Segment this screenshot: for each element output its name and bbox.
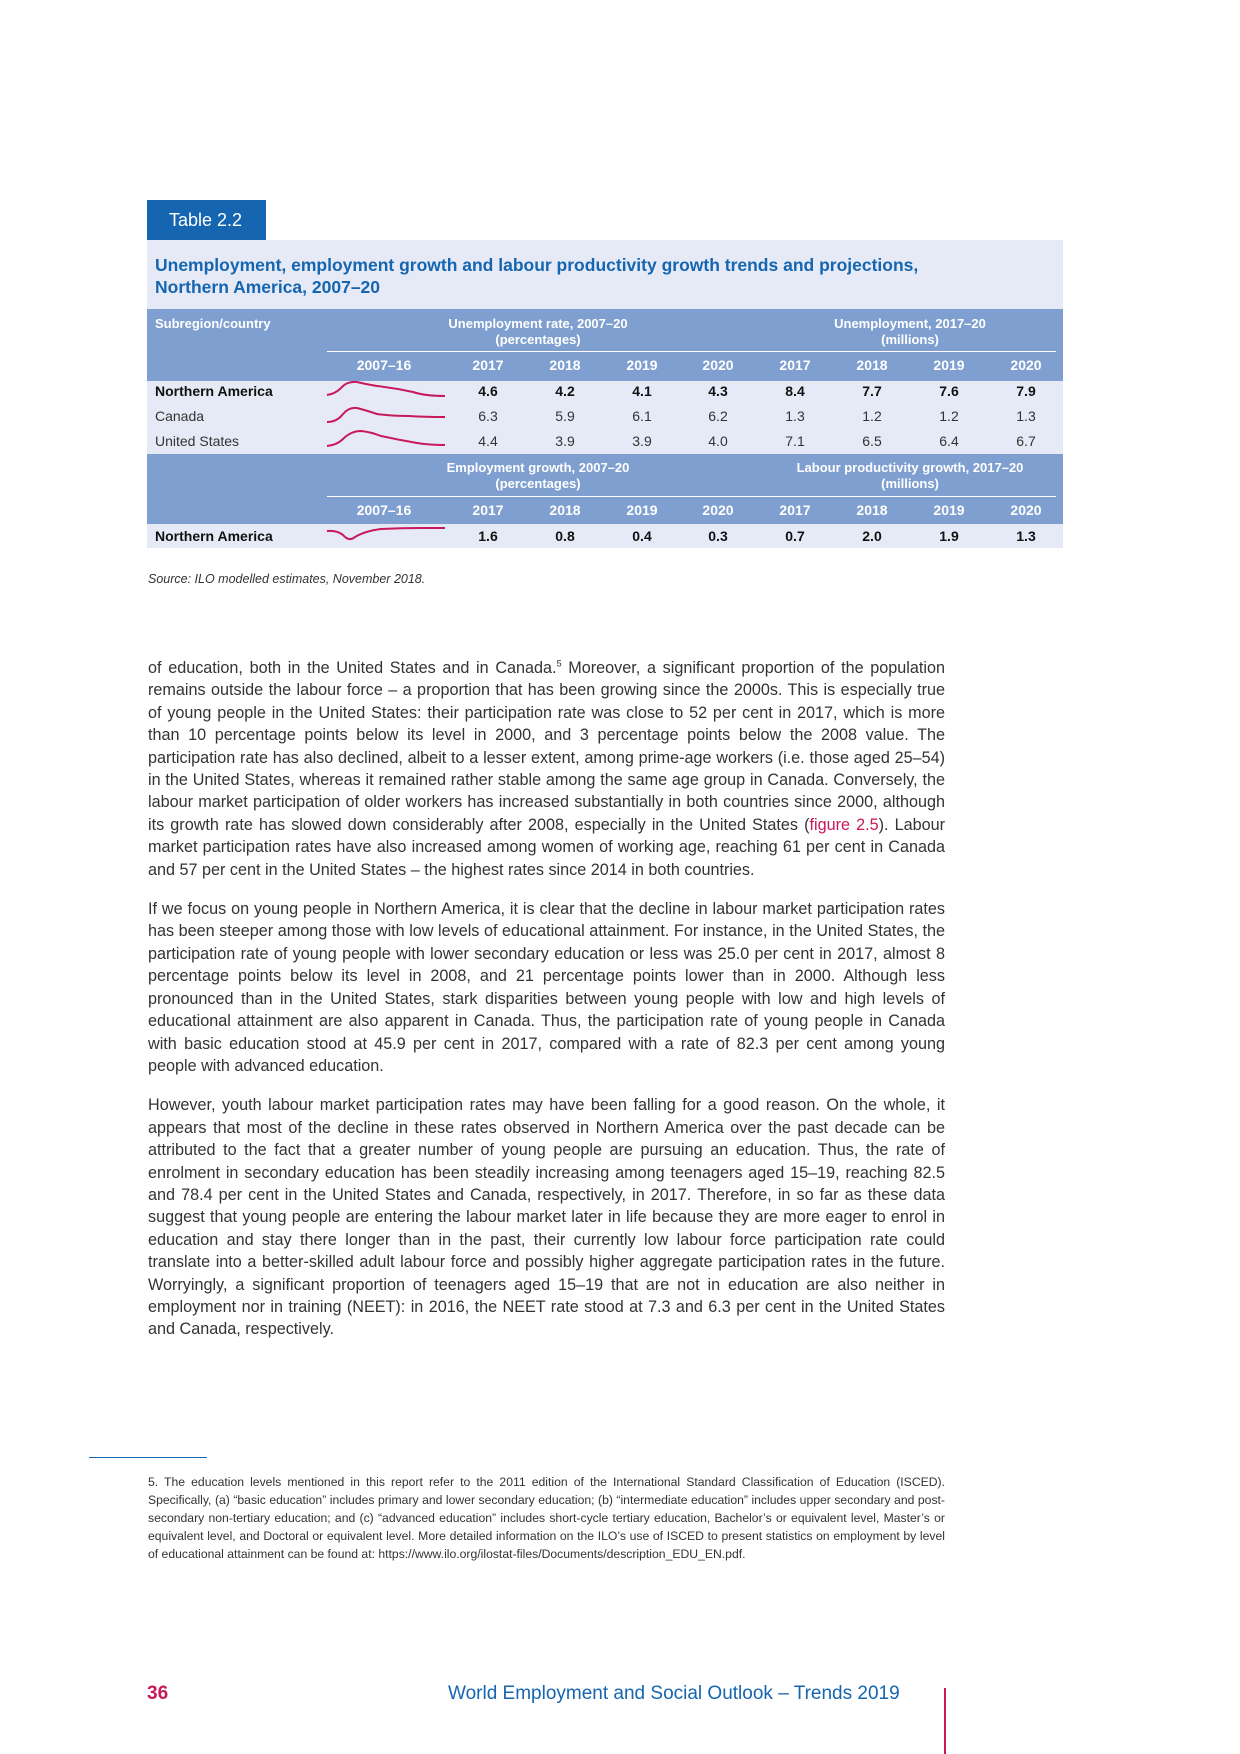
footnote-ref[interactable]: 5 bbox=[556, 658, 562, 669]
sparkline-canada bbox=[325, 404, 447, 426]
figure-link[interactable]: figure 2.5 bbox=[809, 815, 879, 834]
cell: 0.8 bbox=[555, 528, 575, 544]
cell: 4.2 bbox=[555, 383, 575, 399]
group-unemployment-header: Unemployment, 2017–20 (millions) bbox=[834, 316, 986, 347]
table-source: Source: ILO modelled estimates, November 2018. bbox=[148, 572, 426, 586]
cell: 7.9 bbox=[1016, 383, 1036, 399]
year-header: 2017 bbox=[779, 502, 811, 518]
table-title-line2: Northern America, 2007–20 bbox=[155, 277, 381, 297]
cell: 1.3 bbox=[1016, 408, 1036, 424]
year-header: 2020 bbox=[702, 502, 734, 518]
year-header: 2019 bbox=[626, 357, 658, 373]
row-label: Canada bbox=[155, 408, 205, 424]
year-header: 2019 bbox=[933, 502, 965, 518]
sparkline-employment-growth bbox=[325, 524, 447, 546]
year-header: 2018 bbox=[856, 502, 888, 518]
cell: 4.3 bbox=[708, 383, 728, 399]
cell: 7.1 bbox=[785, 433, 805, 449]
cell: 4.1 bbox=[632, 383, 652, 399]
paragraph: However, youth labour market participation rates may have been falling for a good reason. On the whole, it appears that most of the decline in these rates observed in Northern America over the past decade can be attributed to the fact that a greater number of young people are pursuing an education. Thus, the rate of enrolment in secondary education has been steadily increasing among teenagers aged 15–19, reaching 82.5 and 78.4 per cent in the United States and Canada, respectively, in 2017. Therefore, in so far as these data suggest that young people are entering the labour market later in life because they are more eager to enrol in education and stay there longer than in the past, their currently low labour force participation rate could translate into a better-skilled adult labour force and possibly higher aggregate participation rates in the future. Worryingly, a significant proportion of teenagers aged 15–19 that are not in education are also neither in employment nor in training (NEET): in 2016, the NEET rate stood at 7.3 and 6.3 per cent in the United States and Canada, respectively. bbox=[148, 1096, 945, 1339]
header-divider bbox=[327, 496, 1056, 497]
cell: 6.5 bbox=[862, 433, 882, 449]
table-title-line1: Unemployment, employment growth and labour productivity growth trends and projections, bbox=[155, 255, 919, 275]
year-header: 2018 bbox=[549, 357, 581, 373]
year-header: 2017 bbox=[472, 502, 504, 518]
footnote-divider bbox=[89, 1457, 207, 1458]
cell: 6.7 bbox=[1016, 433, 1036, 449]
year-header: 2018 bbox=[549, 502, 581, 518]
cell: 8.4 bbox=[785, 383, 805, 399]
cell: 2.0 bbox=[862, 528, 882, 544]
year-header: 2019 bbox=[933, 357, 965, 373]
footer-title: World Employment and Social Outlook – Trends 2019 bbox=[448, 1683, 900, 1704]
cell: 1.2 bbox=[862, 408, 882, 424]
page-number: 36 bbox=[147, 1683, 169, 1704]
header-divider bbox=[327, 351, 1056, 352]
trend-header: 2007–16 bbox=[356, 357, 412, 373]
row-label: Northern America bbox=[155, 528, 273, 544]
footnote: 5. The education levels mentioned in this report refer to the 2011 edition of the International Standard Classification of Education (ISCED). Specifically, (a) “basic education” includes primary and lower secondary education; (b) “intermediate education” includes upper secondary and post-secondary non-tertiary education; and (c) “advanced education” includes short-cycle tertiary education, Bachelor’s or equivalent level, Master’s or equivalent level, and Doctoral or equivalent level. More detailed information on the ILO’s use of ISCED to present statistics on employment by level of educational attainment can be found at: https://www.ilo.org/ilostat-files/Documents/description_EDU_EN.pdf. bbox=[148, 1475, 945, 1561]
cell: 1.6 bbox=[478, 528, 498, 544]
year-header: 2018 bbox=[856, 357, 888, 373]
group-productivity-header: Labour productivity growth, 2017–20 (millions) bbox=[796, 460, 1024, 491]
cell: 1.3 bbox=[1016, 528, 1036, 544]
cell: 3.9 bbox=[555, 433, 575, 449]
year-header: 2017 bbox=[779, 357, 811, 373]
footer-accent-bar bbox=[944, 1688, 946, 1754]
cell: 1.3 bbox=[785, 408, 805, 424]
sparkline-united-states bbox=[325, 428, 447, 450]
year-header: 2020 bbox=[1010, 357, 1042, 373]
cell: 6.1 bbox=[632, 408, 652, 424]
cell: 7.6 bbox=[939, 383, 959, 399]
cell: 6.2 bbox=[708, 408, 728, 424]
cell: 1.2 bbox=[939, 408, 959, 424]
year-header: 2020 bbox=[702, 357, 734, 373]
body-text bbox=[148, 657, 945, 1358]
sparkline-northern-america bbox=[325, 380, 447, 402]
table-tag: Table 2.2 bbox=[147, 200, 266, 240]
cell: 4.4 bbox=[478, 433, 498, 449]
cell: 0.3 bbox=[708, 528, 728, 544]
group-unemployment-rate-header: Unemployment rate, 2007–20 (percentages) bbox=[448, 316, 628, 347]
cell: 6.3 bbox=[478, 408, 498, 424]
cell: 3.9 bbox=[632, 433, 652, 449]
trend-header: 2007–16 bbox=[356, 502, 412, 518]
cell: 6.4 bbox=[939, 433, 959, 449]
year-header: 2019 bbox=[626, 502, 658, 518]
cell: 1.9 bbox=[939, 528, 959, 544]
row-label: United States bbox=[155, 433, 240, 449]
paragraph: If we focus on young people in Northern America, it is clear that the decline in labour market participation rates has been steeper among those with low levels of educational attainment. For instance, in the United States, the participation rate of young people with lower secondary education or less was 25.0 per cent in 2017, almost 8 percentage points below its level in 2008, and 21 percentage points lower than in 2000. Although less pronounced than in the United States, stark disparities between young people with low and high levels of educational attainment are also apparent in Canada. Thus, the participation rate of young people in Canada with basic education stood at 45.9 per cent in 2017, compared with a rate of 82.3 per cent among young people with advanced education. bbox=[148, 900, 945, 1075]
group-employment-growth-header: Employment growth, 2007–20 (percentages) bbox=[446, 460, 630, 491]
cell: 0.4 bbox=[632, 528, 652, 544]
cell: 5.9 bbox=[555, 408, 575, 424]
table-title bbox=[155, 254, 1035, 298]
col-subregion-header: Subregion/country bbox=[155, 316, 271, 331]
cell: 4.0 bbox=[708, 433, 728, 449]
cell: 7.7 bbox=[862, 383, 882, 399]
year-header: 2017 bbox=[472, 357, 504, 373]
cell: 4.6 bbox=[478, 383, 498, 399]
cell: 0.7 bbox=[785, 528, 805, 544]
year-header: 2020 bbox=[1010, 502, 1042, 518]
row-label: Northern America bbox=[155, 383, 273, 399]
paragraph: of education, both in the United States and in Canada.$^5$ Moreover, a significant proportion of the population remains outside the labour force – a proportion that has been growing since the 2000s. This is especially true of young people in the United States: their participation rate was close to 52 per cent in 2017, which is more than 10 percentage points below its level in 2000, and 3 percentage points below the 2008 value. The participation rate has also declined, albeit to a lesser extent, among prime-age workers (i.e. those aged 25–54) in the United States, whereas it remained rather stable among the same age group in Canada. Conversely, the labour market participation of older workers has increased substantially in both countries since 2000, although its growth rate has slowed down considerably after 2008, especially in the United States (figure 2.5). Labour market participation rates have also increased among women of working age, reaching 61 per cent in Canada and 57 per cent in the United States – the highest rates since 2014 in both countries. bbox=[148, 658, 946, 879]
